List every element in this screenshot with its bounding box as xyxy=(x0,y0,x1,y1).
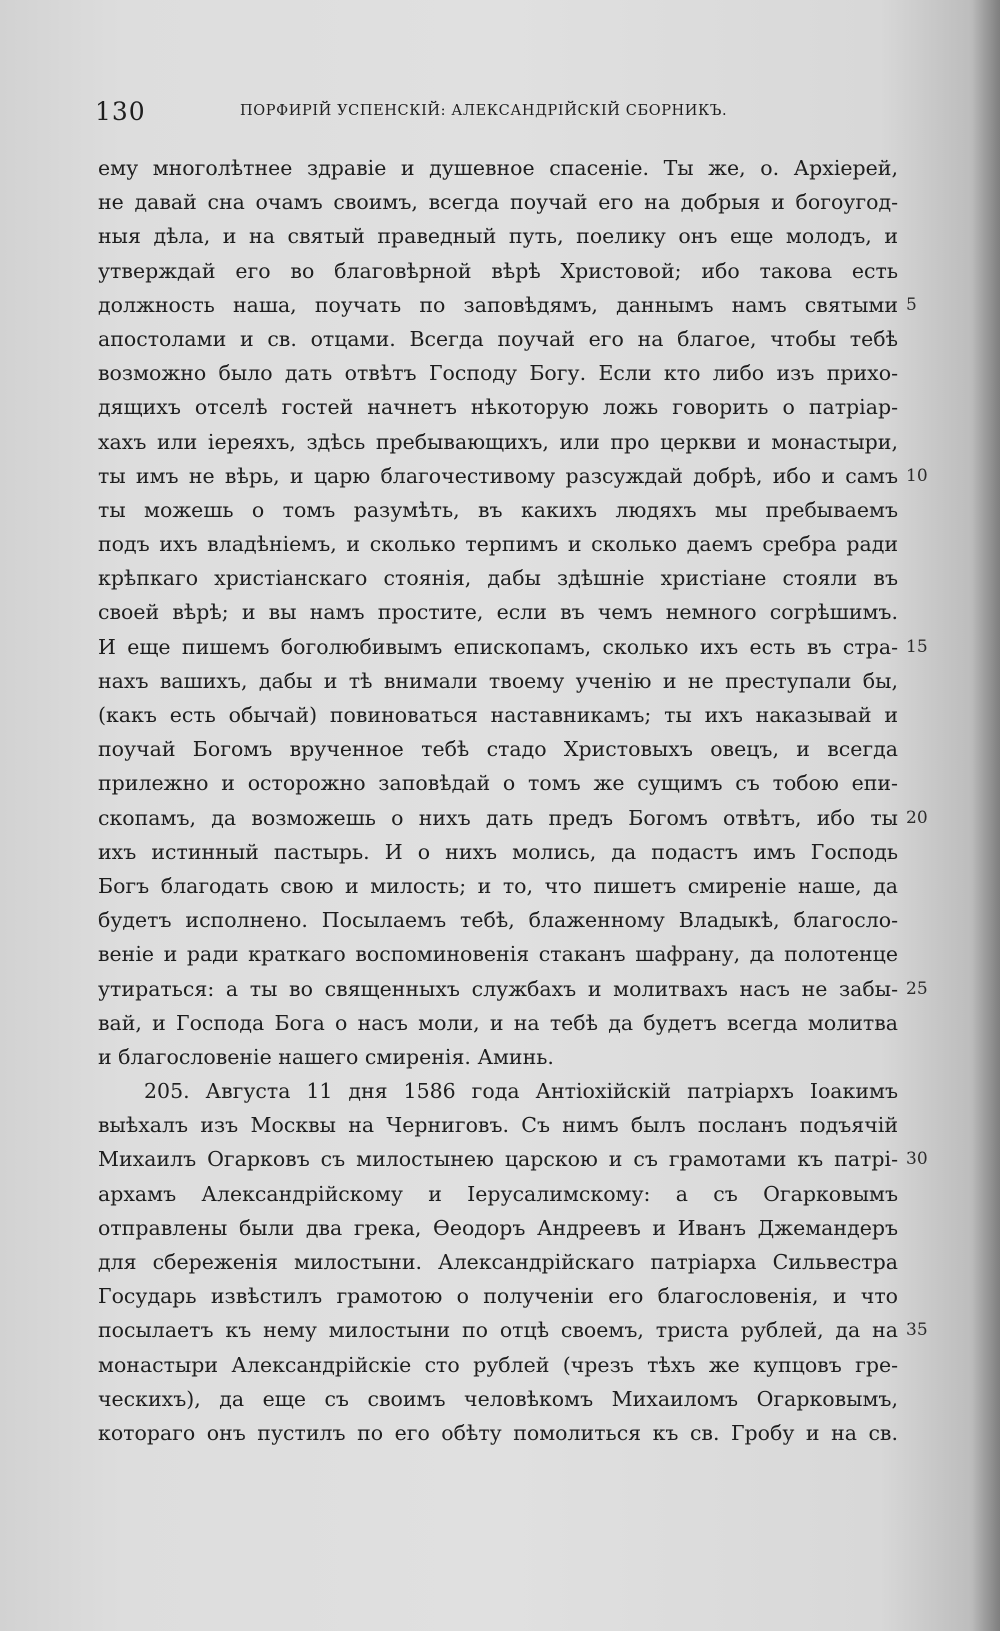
text-line xyxy=(98,869,898,903)
text-line xyxy=(98,322,898,356)
line-text: утираться: а ты во священныхъ службахъ и молитвахъ насъ не забы- xyxy=(98,976,898,1001)
text-line xyxy=(98,1040,898,1074)
line-number: 25 xyxy=(906,978,928,999)
text-line xyxy=(98,1108,898,1142)
text-line xyxy=(98,972,928,1006)
text-line xyxy=(98,1142,928,1176)
line-text: Богъ благодать свою и милость; и то, что пишетъ смиреніе наше, да xyxy=(98,873,898,898)
line-text: ему многолѣтнее здравіе и душевное спасеніе. Ты же, о. Архіерей, xyxy=(98,156,898,180)
line-text: монастыри Александрійскіе сто рублей (чрезъ тѣхъ же купцовъ гре- xyxy=(98,1352,898,1377)
text-line xyxy=(98,1416,898,1450)
line-text: отправлены были два грека, Ѳеодоръ Андреевъ и Иванъ Джемандеръ xyxy=(98,1215,898,1240)
text-line xyxy=(98,937,898,971)
line-text: и благословеніе нашего смиренія. Аминь. xyxy=(98,1044,554,1069)
text-line xyxy=(98,801,928,835)
page-number: 130 xyxy=(95,97,146,126)
line-text: утверждай его во благовѣрной вѣрѣ Христовой; ибо такова есть xyxy=(98,258,898,283)
text-line xyxy=(98,1245,898,1279)
line-text: Михаилъ Огарковъ съ милостынею царскою и съ грамотами къ патрі- xyxy=(98,1147,898,1172)
text-line xyxy=(98,151,898,185)
line-text: подъ ихъ владѣніемъ, и сколько терпимъ и сколько даемъ сребра ради xyxy=(98,532,898,557)
text-line xyxy=(98,288,917,322)
line-number: 15 xyxy=(906,636,928,657)
text-line xyxy=(98,1211,898,1245)
text-line xyxy=(98,664,898,698)
text-line xyxy=(98,1348,898,1382)
line-text: выѣхалъ изъ Москвы на Черниговъ. Съ нимъ былъ посланъ подъячій xyxy=(98,1113,898,1138)
text-line xyxy=(98,561,898,595)
running-header xyxy=(95,97,755,137)
text-line xyxy=(98,390,898,424)
text-line xyxy=(98,185,898,219)
line-text: должность наша, поучать по заповѣдямъ, даннымъ намъ святыми xyxy=(98,292,898,317)
line-text: архамъ Александрійскому и Іерусалимскому: а съ Огарковымъ xyxy=(98,1181,898,1206)
line-text: Государь извѣстилъ грамотою о полученіи его благословенія, и что xyxy=(98,1284,898,1309)
text-line xyxy=(98,1074,898,1108)
line-text: ческихъ), да еще съ своимъ человѣкомъ Михаиломъ Огарковымъ, xyxy=(98,1386,898,1411)
line-text: ныя дѣла, и на святый праведный путь, поелику онъ еще молодъ, и xyxy=(98,224,898,249)
line-text: скопамъ, да возможешь о нихъ дать предъ Богомъ отвѣтъ, ибо ты xyxy=(98,805,898,830)
text-line xyxy=(98,835,898,869)
line-number: 35 xyxy=(906,1320,928,1341)
line-text: ты имъ не вѣрь, и царю благочестивому разсуждай добрѣ, ибо и самъ xyxy=(98,463,898,488)
text-line xyxy=(98,425,898,459)
line-text: веніе и ради краткаго воспоминовенія стаканъ шафрану, да полотенце xyxy=(98,942,898,967)
line-number: 20 xyxy=(906,807,928,828)
text-line xyxy=(98,1279,898,1313)
line-text: ихъ истинный пастырь. И о нихъ молись, да подастъ имъ Господь xyxy=(98,839,898,864)
page-edge-shadow xyxy=(972,0,1000,1631)
text-line xyxy=(98,1006,898,1040)
line-text: (какъ есть обычай) повиноваться наставникамъ; ты ихъ наказывай и xyxy=(98,703,898,727)
text-line xyxy=(98,219,898,253)
line-text: будетъ исполнено. Посылаемъ тебѣ, блаженному Владыкѣ, благосло- xyxy=(98,908,898,933)
text-line xyxy=(98,1313,928,1347)
line-text: нахъ вашихъ, дабы и тѣ внимали твоему ученію и не преступали бы, xyxy=(98,668,898,693)
line-text: дящихъ отселѣ гостей начнетъ нѣкоторую ложь говорить о патріар- xyxy=(98,395,898,420)
text-line xyxy=(98,254,898,288)
line-text: возможно было дать отвѣтъ Господу Богу. Если кто либо изъ прихо- xyxy=(98,361,898,386)
line-text: хахъ или іереяхъ, здѣсь пребывающихъ, или про церкви и монастыри, xyxy=(98,429,898,454)
text-line xyxy=(98,595,898,629)
line-number: 30 xyxy=(906,1149,928,1170)
line-text: поучай Богомъ врученное тебѣ стадо Христовыхъ овецъ, и всегда xyxy=(98,737,898,762)
line-number: 5 xyxy=(906,294,917,315)
text-line xyxy=(98,766,898,800)
line-text: для сбереженія милостыни. Александрійскаго патріарха Сильвестра xyxy=(98,1250,898,1274)
text-line xyxy=(98,527,898,561)
line-text: вай, и Господа Бога о насъ моли, и на тебѣ да будетъ всегда молитва xyxy=(98,1010,898,1035)
line-text: ты можешь о томъ разумѣть, въ какихъ людяхъ мы пребываемъ xyxy=(98,497,898,522)
text-line xyxy=(98,1177,898,1211)
line-text: не давай сна очамъ своимъ, всегда поучай его на добрыя и богоугод- xyxy=(98,190,898,215)
line-text: И еще пишемъ боголюбивымъ епископамъ, сколько ихъ есть въ стра- xyxy=(98,634,898,659)
line-text: 205. Августа 11 дня 1586 года Антіохійскій патріархъ Іоакимъ xyxy=(144,1079,898,1104)
line-text: своей вѣрѣ; и вы намъ простите, если въ чемъ немного согрѣшимъ. xyxy=(98,600,898,625)
text-line xyxy=(98,356,898,390)
body-text xyxy=(98,151,928,1450)
text-line xyxy=(98,732,898,766)
text-line xyxy=(98,698,898,732)
line-text: посылаетъ къ нему милостыни по отцѣ своемъ, триста рублей, да на xyxy=(98,1318,898,1343)
line-number: 10 xyxy=(906,465,928,486)
line-text: котораго онъ пустилъ по его обѣту помолиться къ св. Гробу и на св. xyxy=(98,1420,898,1445)
line-text: прилежно и осторожно заповѣдай о томъ же сущимъ съ тобою епи- xyxy=(98,771,898,796)
text-line xyxy=(98,630,928,664)
text-line xyxy=(98,459,928,493)
line-text: крѣпкаго христіанскаго стоянія, дабы здѣшніе христіане стояли въ xyxy=(98,566,898,591)
text-line xyxy=(98,903,898,937)
line-text: апостолами и св. отцами. Всегда поучай его на благое, чтобы тебѣ xyxy=(98,326,898,351)
running-title: ПОРФИРІЙ УСПЕНСКІЙ: АЛЕКСАНДРІЙСКІЙ СБОРНИКЪ. xyxy=(240,103,728,119)
text-line xyxy=(98,1382,898,1416)
text-line xyxy=(98,493,898,527)
